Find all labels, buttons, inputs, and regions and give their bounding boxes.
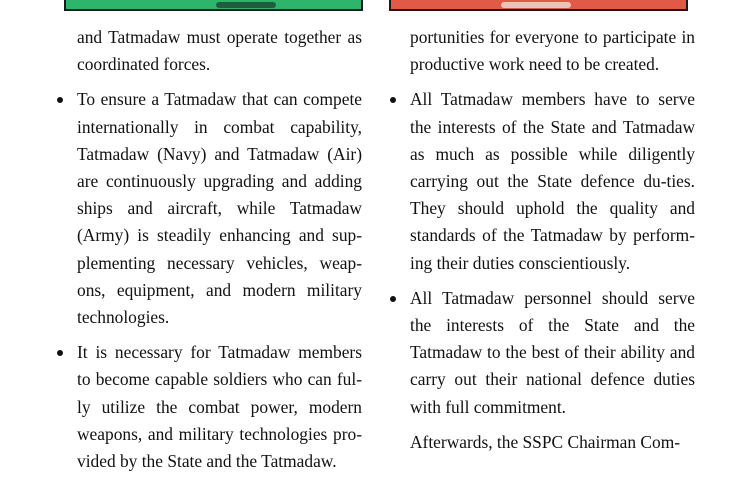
left-paragraph-1: and Tatmadaw must operate together as coordinated forces. — [77, 27, 362, 75]
left-bullet-1: To ensure a Tatmadaw that can compete internationally in combat capability, Tatmadaw (Navy) and Tatmadaw (Air) are continuously upgrading and adding ships and aircraft, while Tatmadaw (Army) is steadily enhancing and sup-plementing necessary vehicles, weap-ons, equipment, and modern military technologies. — [77, 86, 362, 331]
right-bullet-1: All Tatmadaw members have to serve the interests of the State and Tatmadaw as much as possible while diligently carrying out the State defence du-ties. They should uphold the quality and standards of the Tatmadaw by perform-ing their duties conscientiously. — [410, 86, 695, 276]
left-bullet-2: It is necessary for Tatmadaw members to become capable soldiers who can ful-ly utilize the combat power, modern weapons, and military technologies pro-vided by the State and the Tatmadaw. — [77, 339, 362, 475]
right-paragraph-1: portunities for everyone to participate in productive work need to be created. — [410, 27, 695, 75]
right-paragraph-2: Afterwards, the SSPC Chairman Com- — [410, 431, 681, 452]
photo-left — [64, 0, 363, 11]
left-column — [77, 24, 362, 483]
photo-right — [389, 0, 688, 11]
right-bullet-2: All Tatmadaw personnel should serve the interests of the State and the Tatmadaw to the best of their ability and carry out their national defence duties with full commitment. — [410, 285, 695, 421]
right-column — [410, 24, 695, 464]
